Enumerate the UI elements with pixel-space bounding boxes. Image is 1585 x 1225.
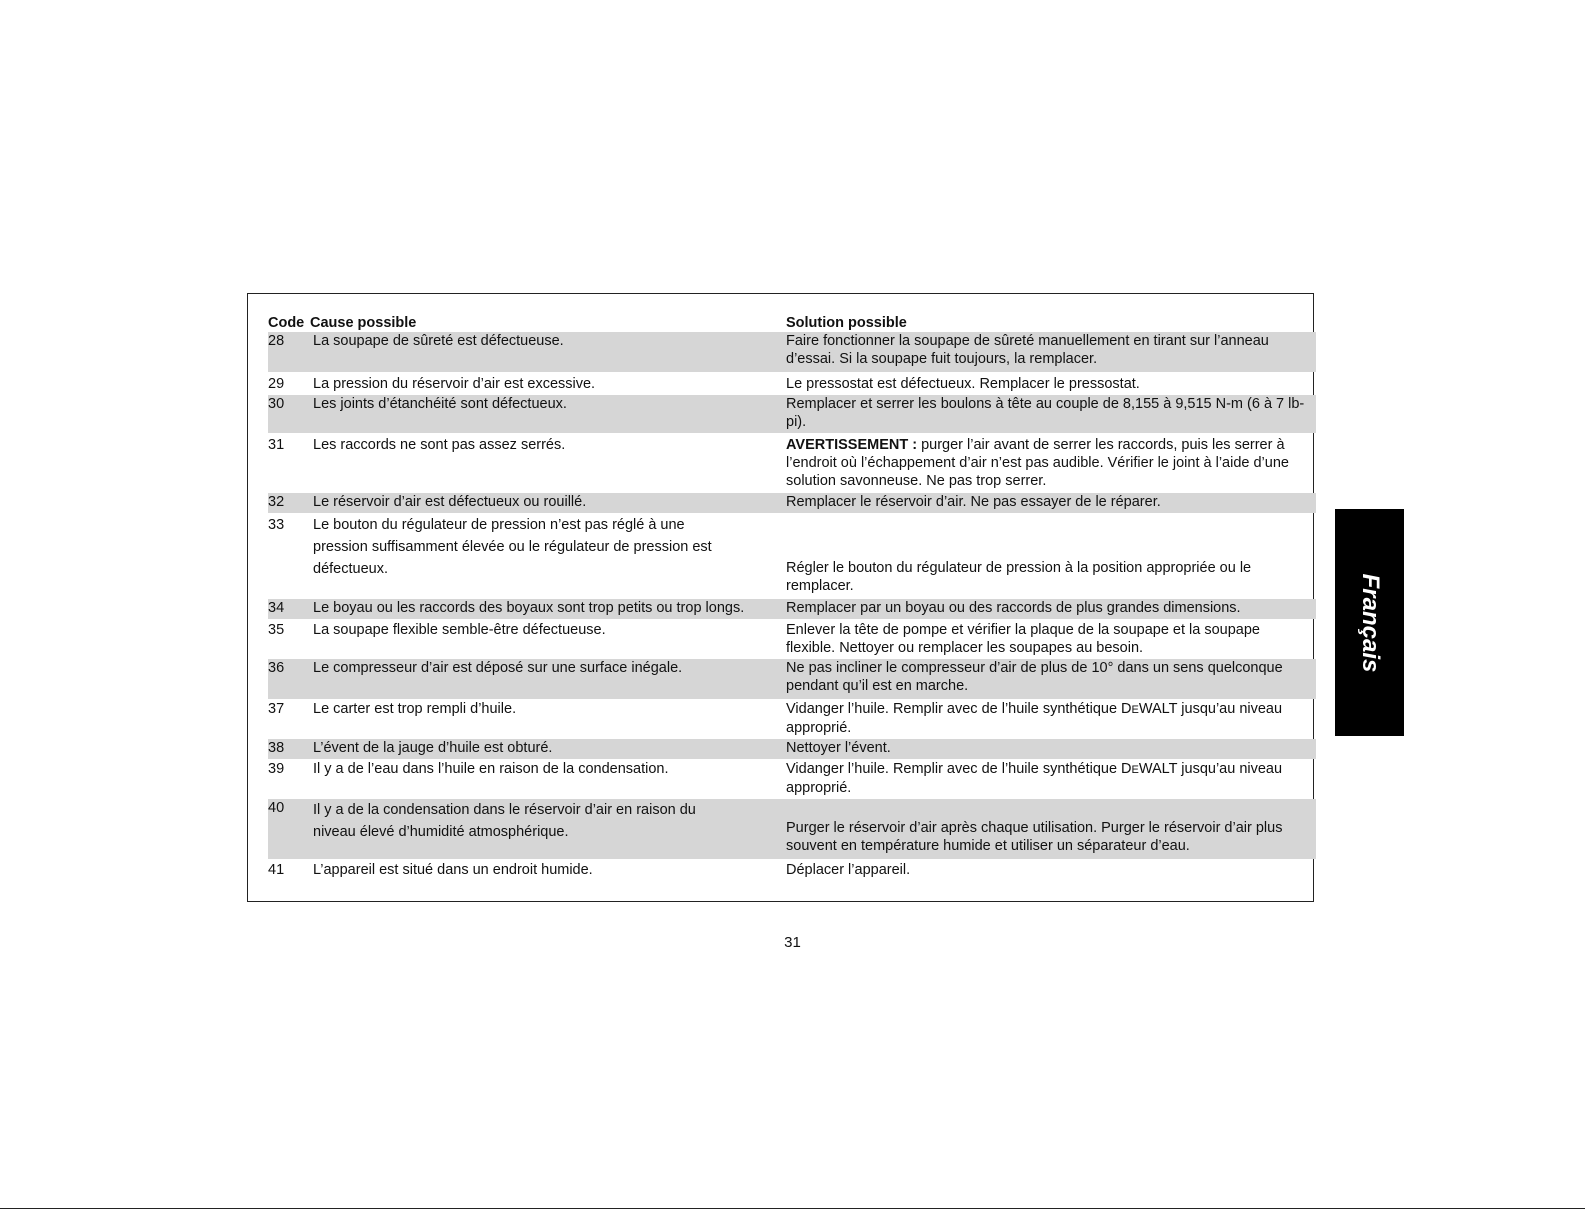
table-row (268, 739, 1316, 759)
row-cause: L’appareil est situé dans un endroit humide. (313, 862, 593, 878)
row-code: 31 (268, 437, 285, 453)
troubleshooting-table (268, 315, 1316, 881)
row-solution: Faire fonctionner la soupape de sûreté manuellement en tirant sur l’anneau d’essai. Si la soupape fuit toujours, la remplacer. (786, 333, 1269, 367)
table-row (268, 619, 1316, 659)
row-cause: Il y a de l’eau dans l’huile en raison de la condensation. (313, 761, 669, 777)
row-solution: Déplacer l’appareil. (786, 862, 911, 878)
row-cause: Le compresseur d’air est déposé sur une surface inégale. (313, 660, 683, 676)
row-solution: Nettoyer l’évent. (786, 740, 891, 756)
table-row (268, 395, 1316, 433)
row-code: 36 (268, 660, 285, 676)
header-cause: Cause possible (310, 315, 417, 331)
row-solution: Ne pas incliner le compresseur d’air de plus de 10° dans un sens quelconque pendant qu’il est en marche. (786, 660, 1283, 694)
row-code: 32 (268, 494, 285, 510)
table-row (268, 433, 1316, 493)
row-cause: La soupape flexible semble-être défectueuse. (313, 622, 606, 638)
row-solution: Régler le bouton du régulateur de pression à la position appropriée ou le remplacer. (786, 560, 1252, 594)
row-code: 30 (268, 396, 285, 412)
table-row (268, 513, 1316, 599)
row-code: 41 (268, 862, 285, 878)
row-solution: Enlever la tête de pompe et vérifier la plaque de la soupape et la soupape flexible. Nettoyer ou remplacer les soupapes au besoin. (786, 622, 1260, 656)
table-row (268, 699, 1316, 739)
row-cause: Le boyau ou les raccords des boyaux sont trop petits ou trop longs. (313, 600, 745, 616)
row-solution (786, 436, 1311, 490)
row-code: 37 (268, 701, 285, 717)
table-row (268, 659, 1316, 699)
row-cause: La pression du réservoir d’air est excessive. (313, 376, 596, 392)
bottom-divider (0, 1208, 1585, 1209)
page-number: 31 (784, 934, 801, 951)
warning-label: AVERTISSEMENT : (786, 437, 918, 453)
header-code: Code (268, 315, 305, 331)
row-cause: Les raccords ne sont pas assez serrés. (313, 437, 566, 453)
table-row (268, 599, 1316, 619)
row-solution: Purger le réservoir d’air après chaque utilisation. Purger le réservoir d’air plus souvent en température humide et utiliser un séparateur d’eau. (786, 820, 1283, 854)
table-row (268, 332, 1316, 372)
row-code: 28 (268, 333, 285, 349)
troubleshooting-frame (247, 293, 1314, 902)
row-solution: Vidanger l’huile. Remplir avec de l’huile synthétique DEWALT jusqu’au niveau approprié. (786, 701, 1283, 736)
row-code: 35 (268, 622, 285, 638)
table-row (268, 493, 1316, 513)
row-code: 33 (268, 517, 285, 533)
table-row (268, 859, 1316, 881)
row-cause: Le réservoir d’air est défectueux ou rouillé. (313, 494, 587, 510)
table-row (268, 372, 1316, 395)
row-solution: Remplacer le réservoir d’air. Ne pas essayer de le réparer. (786, 494, 1161, 510)
header-solution: Solution possible (786, 315, 907, 331)
row-solution: Remplacer et serrer les boulons à tête au couple de 8,155 à 9,515 N-m (6 à 7 lb-pi). (786, 396, 1305, 430)
warning-text: purger l’air avant de serrer les raccords, puis les serrer à l’endroit où l’échappement d’air n’est pas audible. Vérifier le joint à l’aide d’une solution savonneuse. Ne pas trop serrer. (786, 437, 1289, 489)
row-cause: L’évent de la jauge d’huile est obturé. (313, 740, 553, 756)
row-solution: Vidanger l’huile. Remplir avec de l’huile synthétique DEWALT jusqu’au niveau approprié. (786, 761, 1283, 796)
row-solution: Remplacer par un boyau ou des raccords de plus grandes dimensions. (786, 600, 1241, 616)
row-code: 40 (268, 800, 285, 816)
language-tab-label: Français (1356, 573, 1384, 672)
row-code: 29 (268, 376, 285, 392)
row-cause: Il y a de la condensation dans le réservoir d’air en raison du niveau élevé d’humidité atmosphérique. (313, 802, 696, 840)
table-header (268, 315, 1316, 332)
row-code: 34 (268, 600, 285, 616)
row-code: 39 (268, 761, 285, 777)
table-row (268, 799, 1316, 859)
language-tab (1335, 509, 1404, 736)
row-cause: Les joints d’étanchéité sont défectueux. (313, 396, 567, 412)
row-cause: La soupape de sûreté est défectueuse. (313, 333, 564, 349)
row-cause: Le bouton du régulateur de pression n’est pas réglé à une pression suffisamment élevée ou le régulateur de pression est défectueux. (313, 517, 712, 577)
row-cause: Le carter est trop rempli d’huile. (313, 701, 517, 717)
table-row (268, 759, 1316, 799)
row-code: 38 (268, 740, 285, 756)
row-solution: Le pressostat est défectueux. Remplacer le pressostat. (786, 376, 1140, 392)
